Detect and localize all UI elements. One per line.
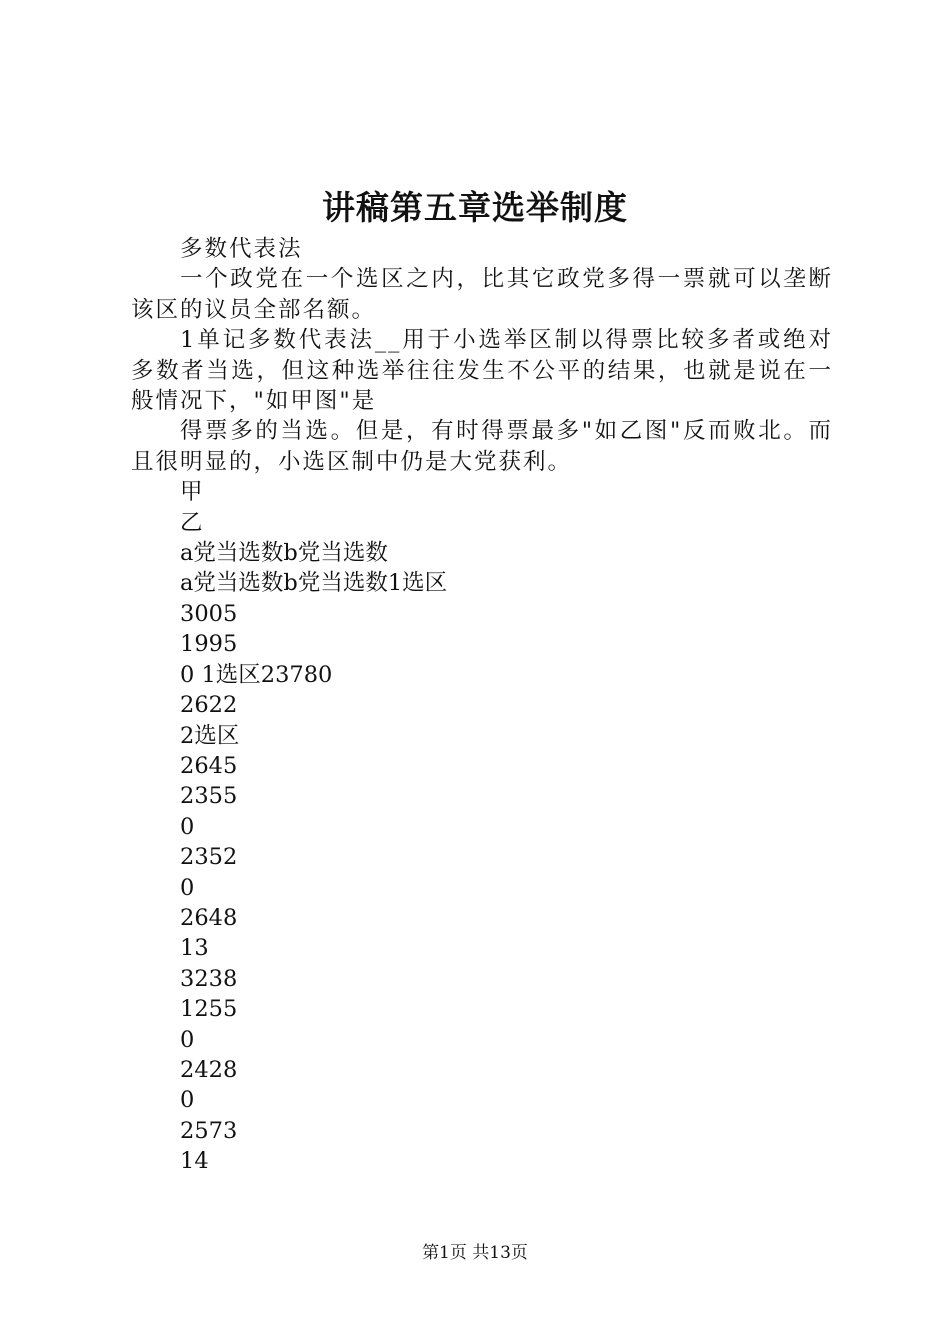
text-line: 0 — [180, 1026, 195, 1053]
text-line: 甲 — [180, 479, 203, 506]
text-line: 0 — [180, 813, 195, 840]
text-line: 2选区 — [180, 722, 240, 749]
text-line: 2352 — [180, 844, 238, 871]
document-body — [131, 234, 833, 1177]
text-line: a党当选数b党当选数 — [180, 540, 388, 567]
text-line: a党当选数b党当选数1选区 — [180, 570, 448, 597]
text-line: 2648 — [180, 904, 238, 931]
text-line: 2573 — [180, 1117, 238, 1144]
text-line: 0 — [180, 1087, 195, 1114]
text-line: 2428 — [180, 1056, 238, 1083]
paragraph-2: 一个政党在一个选区之内，比其它政党多得一票就可以垄断该区的议员全部名额。 — [131, 266, 833, 323]
text-line: 2355 — [180, 783, 238, 810]
text-line: 1995 — [180, 631, 238, 658]
paragraph-3: 1单记多数代表法__用于小选举区制以得票比较多者或绝对多数者当选，但这种选举往往发生不公平的结果，也就是说在一般情况下，"如甲图"是 — [131, 327, 833, 415]
text-line: 14 — [180, 1148, 209, 1175]
paragraph-4: 得票多的当选。但是，有时得票最多"如乙图"反而败北。而且很明显的，小选区制中仍是大党获利。 — [131, 418, 833, 475]
text-line: 1255 — [180, 996, 238, 1023]
text-line: 0 1选区23780 — [180, 661, 333, 688]
text-line: 乙 — [180, 509, 203, 536]
text-line: 2622 — [180, 692, 238, 719]
text-line: 3238 — [180, 965, 238, 992]
page-title: 讲稿第五章选举制度 — [322, 188, 628, 227]
text-line: 0 — [180, 874, 195, 901]
text-line: 2645 — [180, 752, 238, 779]
text-line: 13 — [180, 935, 209, 962]
paragraph-1: 多数代表法 — [180, 236, 303, 262]
text-line: 3005 — [180, 600, 238, 627]
page-footer: 第1页 共13页 — [422, 1243, 528, 1263]
